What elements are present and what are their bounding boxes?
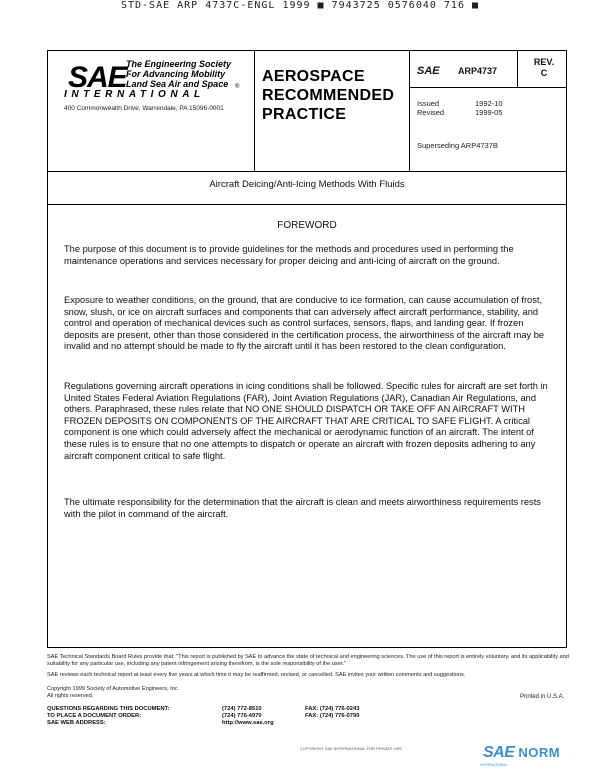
foreword-paragraph: The purpose of this document is to provide guidelines for the methods and procedures used in performing the maintenance operations and services necessary for proper deicing and anti-icing of aircraft on the ground. bbox=[64, 244, 514, 266]
foreword-paragraph: Exposure to weather conditions, on the ground, that are conducive to ice formation, can cause accumulation of frost, snow, slush, or ice on aircraft surfaces and components that can adversely affect aircraft performance, stability, and control and operation of mechanical devices such as control surfaces, sensors, flaps, and landing gear. If frozen deposits are present, other than those considered in the certification process, the airworthiness of the aircraft may be invalid and no attempt should be made to fly the aircraft until it has been restored to the clean configuration. bbox=[64, 295, 545, 352]
revision-box: REV. C bbox=[533, 57, 555, 78]
issue-dates bbox=[417, 99, 503, 117]
document-header bbox=[47, 50, 567, 172]
document-number: ARP4737 bbox=[458, 66, 498, 76]
sae-mini-logo: SAE bbox=[417, 65, 440, 77]
rev-divider bbox=[517, 51, 518, 87]
sae-address: 400 Commonwealth Drive, Warrendale, PA 15096-0001 bbox=[64, 105, 224, 112]
bottom-stamp: COPYRIGHT SAE INTERNATIONAL FOR PRIVATE USE bbox=[300, 746, 403, 751]
sae-logo: SAE bbox=[68, 61, 127, 94]
copyright: Copyright 1999 Society of Automotive Engineers, Inc. All rights reserved. bbox=[47, 686, 180, 699]
printed-in: Printed in U.S.A. bbox=[520, 694, 565, 700]
issued-row: Issued 1992-10 bbox=[417, 99, 503, 108]
foreword-section bbox=[47, 204, 567, 648]
scan-stamp: STD-SAE ARP 4737C-ENGL 1999 ■ 7943725 0576040 716 ■ bbox=[120, 0, 480, 11]
foreword-heading: FOREWORD bbox=[277, 220, 337, 231]
sae-norm-tag: INTERNATIONAL bbox=[480, 763, 508, 767]
sae-norm-watermark: SAE NORM bbox=[483, 744, 561, 761]
foreword-paragraph: The ultimate responsibility for the determination that the aircraft is clean and meets airworthiness requirements rests with the pilot in command of the aircraft. bbox=[64, 497, 541, 519]
superseding-note: Superseding ARP4737B bbox=[417, 141, 498, 150]
registered-mark: ® bbox=[235, 84, 240, 90]
web-address-link[interactable]: http://www.sae.org bbox=[222, 720, 274, 727]
header-divider bbox=[409, 51, 410, 171]
logo-tagline: The Engineering Society For Advancing Mobility Land Sea Air and Space bbox=[126, 59, 232, 89]
document-title: Aircraft Deicing/Anti-Icing Methods With Fluids bbox=[47, 170, 567, 205]
revised-row: Revised 1999-05 bbox=[417, 108, 503, 117]
foreword-paragraph: Regulations governing aircraft operations in icing conditions shall be followed. Specific rules for aircraft are set forth in United States Federal Aviation Regulations (FAR), Joint Aviation Regulations (JAR), Canadian Air Regulations, and others. Paraphrased, these rules relate that NO ONE SHOULD DISPATCH OR TAKE OFF AN AIRCRAFT WITH FROZEN DEPOSITS ON COMPONENTS OF THE AIRCRAFT THAT ARE CRITICAL TO SAFE FLIGHT. A critical component is one which could adversely affect the mechanical or aerodynamic function of an aircraft. The intent of these rules is to ensure that no one attempts to dispatch or operate an aircraft with frozen deposits adhering to any aircraft component critical to safe flight. bbox=[64, 381, 548, 461]
header-rule bbox=[410, 87, 566, 88]
document-type: AEROSPACE RECOMMENDED PRACTICE bbox=[262, 68, 395, 123]
footer-notes: SAE Technical Standards Board Rules provide that: "This report is published by SAE to advance the state of technical and engineering sciences. The use of this report is entirely voluntary, and its applicability and suitability for any particular use, including any patent infringement arising therefrom, is the sole responsibility of the user." SAE reviews each technical report at least every five years at which time it may be reaffirmed, revised, or cancelled. SAE invites your written comments and suggestions. bbox=[47, 654, 569, 678]
header-divider bbox=[254, 51, 255, 171]
logo-international: INTERNATIONAL bbox=[64, 89, 205, 100]
